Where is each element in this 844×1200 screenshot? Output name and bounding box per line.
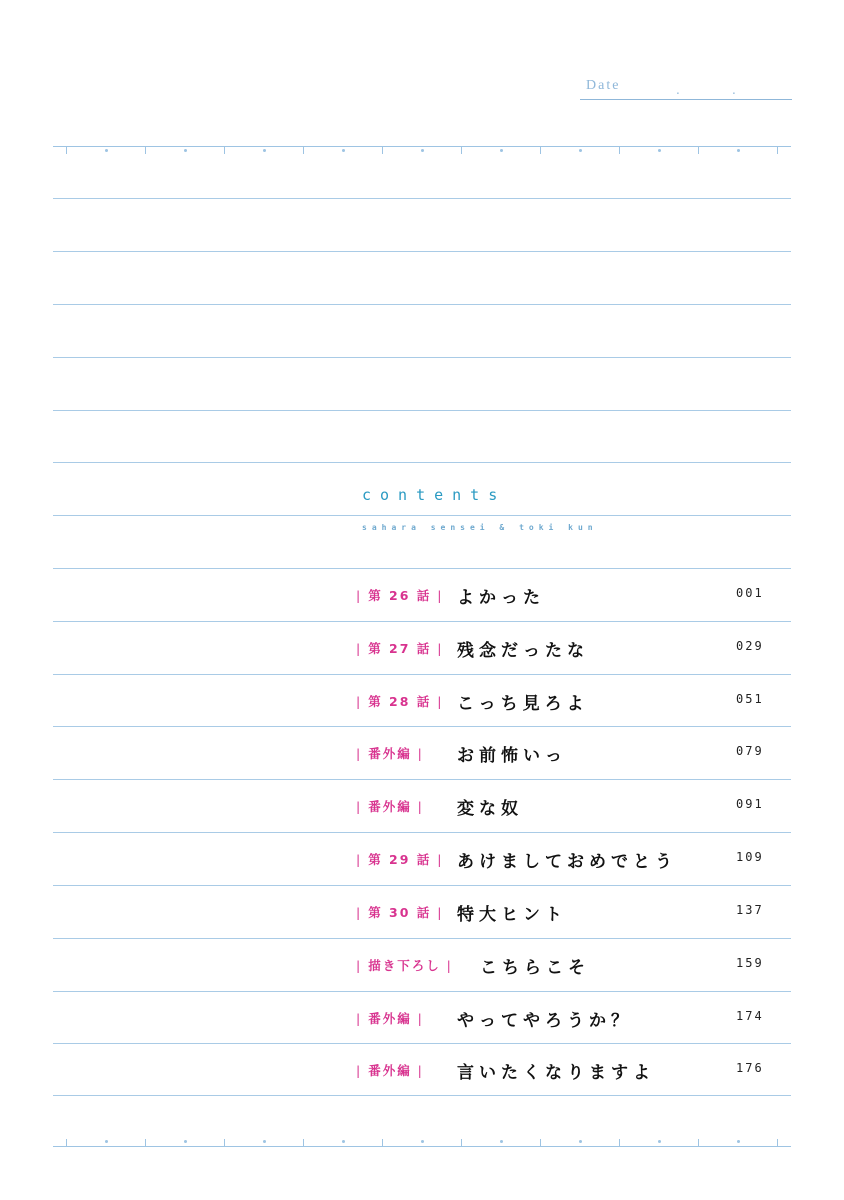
ruler-tick bbox=[777, 146, 778, 154]
chapter-title: 言いたくなりますよ bbox=[457, 1063, 655, 1083]
ruler-tick bbox=[145, 1139, 146, 1147]
page-number: 137 bbox=[736, 903, 764, 917]
ruler-tick bbox=[66, 146, 67, 154]
ruler-dot bbox=[105, 149, 108, 152]
chapter-title: こっち見ろよ bbox=[457, 694, 589, 714]
ruler-line bbox=[53, 146, 791, 147]
page-number: 176 bbox=[736, 1061, 764, 1075]
toc-entry[interactable] bbox=[0, 627, 844, 667]
page-number: 174 bbox=[736, 1009, 764, 1023]
ruler-dot bbox=[263, 1140, 266, 1143]
ruler-tick bbox=[303, 1139, 304, 1147]
notebook-line bbox=[53, 779, 791, 780]
toc-entry[interactable] bbox=[0, 1049, 844, 1089]
ruler-tick bbox=[224, 1139, 225, 1147]
notebook-line bbox=[53, 304, 791, 305]
chapter-label: | 第 26 話 | bbox=[356, 588, 444, 603]
notebook-line bbox=[53, 515, 791, 516]
page-number: 029 bbox=[736, 639, 764, 653]
notebook-line bbox=[53, 726, 791, 727]
chapter-label: | 第 30 話 | bbox=[356, 905, 444, 920]
notebook-line bbox=[53, 251, 791, 252]
ruler-dot bbox=[737, 1140, 740, 1143]
ruler-tick bbox=[540, 146, 541, 154]
date-separator: . bbox=[676, 83, 680, 97]
contents-subtitle: sahara sensei & toki kun bbox=[362, 523, 598, 532]
toc-entry[interactable] bbox=[0, 838, 844, 878]
ruler-dot bbox=[105, 1140, 108, 1143]
ruler-tick bbox=[461, 146, 462, 154]
toc-entry[interactable] bbox=[0, 732, 844, 772]
ruler-tick bbox=[224, 146, 225, 154]
notebook-line bbox=[53, 832, 791, 833]
ruler-tick bbox=[145, 146, 146, 154]
page-number: 109 bbox=[736, 850, 764, 864]
notebook-line bbox=[53, 410, 791, 411]
notebook-line bbox=[53, 674, 791, 675]
ruler-line bbox=[53, 1146, 791, 1147]
ruler-dot bbox=[737, 149, 740, 152]
ruler-tick bbox=[777, 1139, 778, 1147]
toc-entry[interactable] bbox=[0, 574, 844, 614]
chapter-label: | 第 29 話 | bbox=[356, 852, 444, 867]
chapter-label: | 番外編 | bbox=[356, 1063, 424, 1078]
chapter-title: 変な奴 bbox=[457, 799, 523, 819]
ruler-tick bbox=[698, 1139, 699, 1147]
ruler-tick bbox=[382, 146, 383, 154]
contents-title: contents bbox=[362, 486, 507, 504]
ruler-dot bbox=[421, 149, 424, 152]
notebook-line bbox=[53, 1095, 791, 1096]
ruler-dot bbox=[500, 149, 503, 152]
toc-entry[interactable] bbox=[0, 785, 844, 825]
chapter-title: あけましておめでとう bbox=[457, 852, 677, 872]
chapter-label: | 番外編 | bbox=[356, 746, 424, 761]
ruler-tick bbox=[619, 1139, 620, 1147]
chapter-label: | 描き下ろし | bbox=[356, 958, 453, 973]
ruler-tick bbox=[540, 1139, 541, 1147]
toc-entry[interactable] bbox=[0, 944, 844, 984]
notebook-line bbox=[53, 991, 791, 992]
date-underline bbox=[580, 99, 792, 100]
ruler-tick bbox=[303, 146, 304, 154]
chapter-title: 特大ヒント bbox=[457, 905, 567, 925]
ruler-dot bbox=[184, 1140, 187, 1143]
notebook-line bbox=[53, 885, 791, 886]
ruler-tick bbox=[66, 1139, 67, 1147]
ruler-dot bbox=[263, 149, 266, 152]
chapter-title: やってやろうか？ bbox=[457, 1011, 633, 1031]
page-number: 051 bbox=[736, 692, 764, 706]
notebook-line bbox=[53, 1043, 791, 1044]
notebook-line bbox=[53, 938, 791, 939]
ruler-tick bbox=[461, 1139, 462, 1147]
chapter-label: | 第 27 話 | bbox=[356, 641, 444, 656]
ruler-tick bbox=[698, 146, 699, 154]
toc-entry[interactable] bbox=[0, 891, 844, 931]
ruler-tick bbox=[382, 1139, 383, 1147]
page-number: 001 bbox=[736, 586, 764, 600]
ruler-dot bbox=[658, 149, 661, 152]
chapter-label: | 第 28 話 | bbox=[356, 694, 444, 709]
chapter-title: こちらこそ bbox=[480, 958, 590, 978]
ruler-dot bbox=[421, 1140, 424, 1143]
ruler-dot bbox=[658, 1140, 661, 1143]
ruler-tick bbox=[619, 146, 620, 154]
page-number: 091 bbox=[736, 797, 764, 811]
notebook-line bbox=[53, 621, 791, 622]
notebook-line bbox=[53, 198, 791, 199]
chapter-title: 残念だったな bbox=[457, 641, 589, 661]
toc-entry[interactable] bbox=[0, 680, 844, 720]
chapter-title: お前怖いっ bbox=[457, 746, 567, 766]
ruler-dot bbox=[579, 149, 582, 152]
ruler-dot bbox=[500, 1140, 503, 1143]
notebook-line bbox=[53, 357, 791, 358]
toc-entry[interactable] bbox=[0, 997, 844, 1037]
date-label: Date bbox=[586, 78, 621, 93]
ruler-dot bbox=[342, 1140, 345, 1143]
ruler-dot bbox=[184, 149, 187, 152]
chapter-title: よかった bbox=[457, 588, 545, 608]
page-number: 159 bbox=[736, 956, 764, 970]
notebook-line bbox=[53, 462, 791, 463]
page-number: 079 bbox=[736, 744, 764, 758]
date-separator: . bbox=[732, 83, 736, 97]
chapter-label: | 番外編 | bbox=[356, 799, 424, 814]
notebook-line bbox=[53, 568, 791, 569]
ruler-dot bbox=[579, 1140, 582, 1143]
ruler-dot bbox=[342, 149, 345, 152]
chapter-label: | 番外編 | bbox=[356, 1011, 424, 1026]
